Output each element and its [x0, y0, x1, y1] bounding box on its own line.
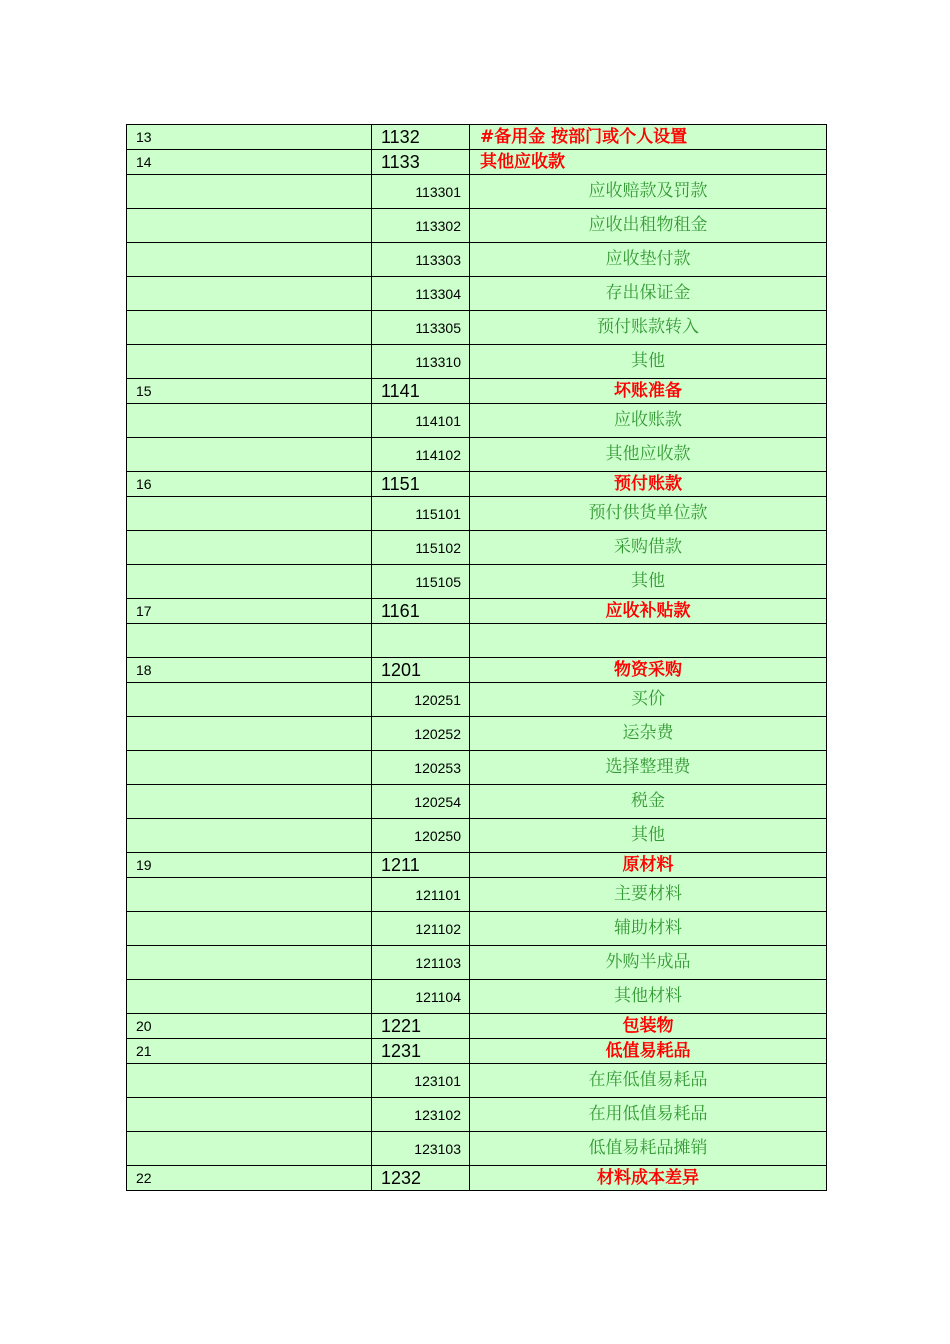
account-code-cell: 1221	[372, 1014, 470, 1039]
account-row-sub	[127, 1098, 827, 1132]
seq-number-cell	[127, 946, 372, 980]
seq-number-cell	[127, 980, 372, 1014]
account-row-sub	[127, 345, 827, 379]
account-code-cell: 113301	[372, 175, 470, 209]
account-name-cell: 应收赔款及罚款	[470, 175, 827, 209]
seq-number-cell: 13	[127, 125, 372, 150]
account-row-sub	[127, 683, 827, 717]
seq-number-cell: 15	[127, 379, 372, 404]
account-code-cell: 115102	[372, 531, 470, 565]
account-name-cell: 在库低值易耗品	[470, 1064, 827, 1098]
account-code-cell: 114102	[372, 438, 470, 472]
seq-number-cell: 20	[127, 1014, 372, 1039]
account-code-cell: 114101	[372, 404, 470, 438]
account-code-cell: 1132	[372, 125, 470, 150]
seq-number-cell	[127, 497, 372, 531]
account-row-main	[127, 150, 827, 175]
account-code-cell: 113302	[372, 209, 470, 243]
account-code-cell: 115105	[372, 565, 470, 599]
seq-number-cell	[127, 243, 372, 277]
seq-number-cell: 19	[127, 853, 372, 878]
account-code-cell: 1151	[372, 472, 470, 497]
account-code-cell: 113304	[372, 277, 470, 311]
seq-number-cell: 17	[127, 599, 372, 624]
account-code-cell: 113303	[372, 243, 470, 277]
account-name-cell: 其他	[470, 565, 827, 599]
seq-number-cell	[127, 1132, 372, 1166]
account-code-cell: 123103	[372, 1132, 470, 1166]
account-name-cell: 存出保证金	[470, 277, 827, 311]
seq-number-cell	[127, 683, 372, 717]
account-code-cell: 123102	[372, 1098, 470, 1132]
account-code-cell: 113310	[372, 345, 470, 379]
account-row-sub	[127, 878, 827, 912]
account-row-sub	[127, 311, 827, 345]
account-name-cell: 应收出租物租金	[470, 209, 827, 243]
account-row-sub	[127, 277, 827, 311]
seq-number-cell	[127, 785, 372, 819]
account-row-main	[127, 1166, 827, 1191]
account-name-cell: 包装物	[470, 1014, 827, 1039]
account-row-sub	[127, 438, 827, 472]
account-row-main	[127, 853, 827, 878]
account-name-cell: 预付账款转入	[470, 311, 827, 345]
seq-number-cell: 18	[127, 658, 372, 683]
blank-row	[127, 624, 827, 658]
account-row-sub	[127, 175, 827, 209]
account-name-cell: 其他	[470, 819, 827, 853]
account-ledger-table	[126, 124, 827, 1191]
account-code-cell: 120254	[372, 785, 470, 819]
seq-number-cell	[127, 531, 372, 565]
account-name-cell: 主要材料	[470, 878, 827, 912]
account-name-cell: 预付账款	[470, 472, 827, 497]
account-name-cell: 其他应收款	[470, 150, 827, 175]
account-row-sub	[127, 1132, 827, 1166]
account-name-cell: 应收补贴款	[470, 599, 827, 624]
account-row-sub	[127, 209, 827, 243]
account-code-cell: 120250	[372, 819, 470, 853]
account-name-cell: 其他应收款	[470, 438, 827, 472]
seq-number-cell	[127, 878, 372, 912]
account-name-cell: 辅助材料	[470, 912, 827, 946]
seq-number-cell	[127, 1098, 372, 1132]
account-name-cell: 低值易耗品	[470, 1039, 827, 1064]
account-code-cell: 1201	[372, 658, 470, 683]
account-row-sub	[127, 531, 827, 565]
ledger-body	[127, 125, 827, 1191]
account-name-cell: 应收垫付款	[470, 243, 827, 277]
account-row-sub	[127, 1064, 827, 1098]
seq-number-cell	[127, 912, 372, 946]
seq-number-cell: 22	[127, 1166, 372, 1191]
account-name-cell: 物资采购	[470, 658, 827, 683]
account-name-cell: 税金	[470, 785, 827, 819]
account-name-cell: 外购半成品	[470, 946, 827, 980]
account-row-sub	[127, 404, 827, 438]
account-row-sub	[127, 819, 827, 853]
account-row-sub	[127, 980, 827, 1014]
account-row-main	[127, 125, 827, 150]
account-name-cell: 其他	[470, 345, 827, 379]
seq-number-cell: 21	[127, 1039, 372, 1064]
seq-number-cell	[127, 175, 372, 209]
seq-number-cell	[127, 311, 372, 345]
account-code-cell: 121101	[372, 878, 470, 912]
account-row-main	[127, 599, 827, 624]
account-row-sub	[127, 912, 827, 946]
account-row-main	[127, 379, 827, 404]
account-code-cell	[372, 624, 470, 658]
account-name-cell: 采购借款	[470, 531, 827, 565]
seq-number-cell	[127, 345, 372, 379]
account-row-sub	[127, 565, 827, 599]
account-code-cell: 1161	[372, 599, 470, 624]
account-code-cell: 123101	[372, 1064, 470, 1098]
account-name-cell: 其他材料	[470, 980, 827, 1014]
account-row-sub	[127, 785, 827, 819]
account-name-cell: 材料成本差异	[470, 1166, 827, 1191]
seq-number-cell	[127, 717, 372, 751]
account-row-sub	[127, 751, 827, 785]
account-code-cell: 120251	[372, 683, 470, 717]
seq-number-cell	[127, 404, 372, 438]
account-row-sub	[127, 497, 827, 531]
account-name-cell: 选择整理费	[470, 751, 827, 785]
seq-number-cell	[127, 209, 372, 243]
seq-number-cell: 16	[127, 472, 372, 497]
account-row-sub	[127, 717, 827, 751]
account-row-main	[127, 472, 827, 497]
account-code-cell: 113305	[372, 311, 470, 345]
account-name-cell	[470, 624, 827, 658]
account-name-cell: 在用低值易耗品	[470, 1098, 827, 1132]
seq-number-cell: 14	[127, 150, 372, 175]
account-code-cell: 1231	[372, 1039, 470, 1064]
account-code-cell: 1133	[372, 150, 470, 175]
account-row-sub	[127, 946, 827, 980]
seq-number-cell	[127, 1064, 372, 1098]
account-row-main	[127, 658, 827, 683]
account-name-cell: 坏账准备	[470, 379, 827, 404]
account-code-cell: 121104	[372, 980, 470, 1014]
account-row-main	[127, 1039, 827, 1064]
seq-number-cell	[127, 751, 372, 785]
account-code-cell: 121102	[372, 912, 470, 946]
account-name-cell: 原材料	[470, 853, 827, 878]
account-name-cell: 买价	[470, 683, 827, 717]
account-name-cell: 预付供货单位款	[470, 497, 827, 531]
account-row-sub	[127, 243, 827, 277]
account-row-main	[127, 1014, 827, 1039]
account-name-cell: 低值易耗品摊销	[470, 1132, 827, 1166]
account-name-cell: 应收账款	[470, 404, 827, 438]
account-code-cell: 120252	[372, 717, 470, 751]
account-code-cell: 121103	[372, 946, 470, 980]
account-code-cell: 1211	[372, 853, 470, 878]
seq-number-cell	[127, 565, 372, 599]
account-code-cell: 120253	[372, 751, 470, 785]
seq-number-cell	[127, 438, 372, 472]
account-code-cell: 115101	[372, 497, 470, 531]
account-code-cell: 1232	[372, 1166, 470, 1191]
account-code-cell: 1141	[372, 379, 470, 404]
seq-number-cell	[127, 819, 372, 853]
seq-number-cell	[127, 277, 372, 311]
account-name-cell: #备用金 按部门或个人设置	[470, 125, 827, 150]
account-name-cell: 运杂费	[470, 717, 827, 751]
seq-number-cell	[127, 624, 372, 658]
